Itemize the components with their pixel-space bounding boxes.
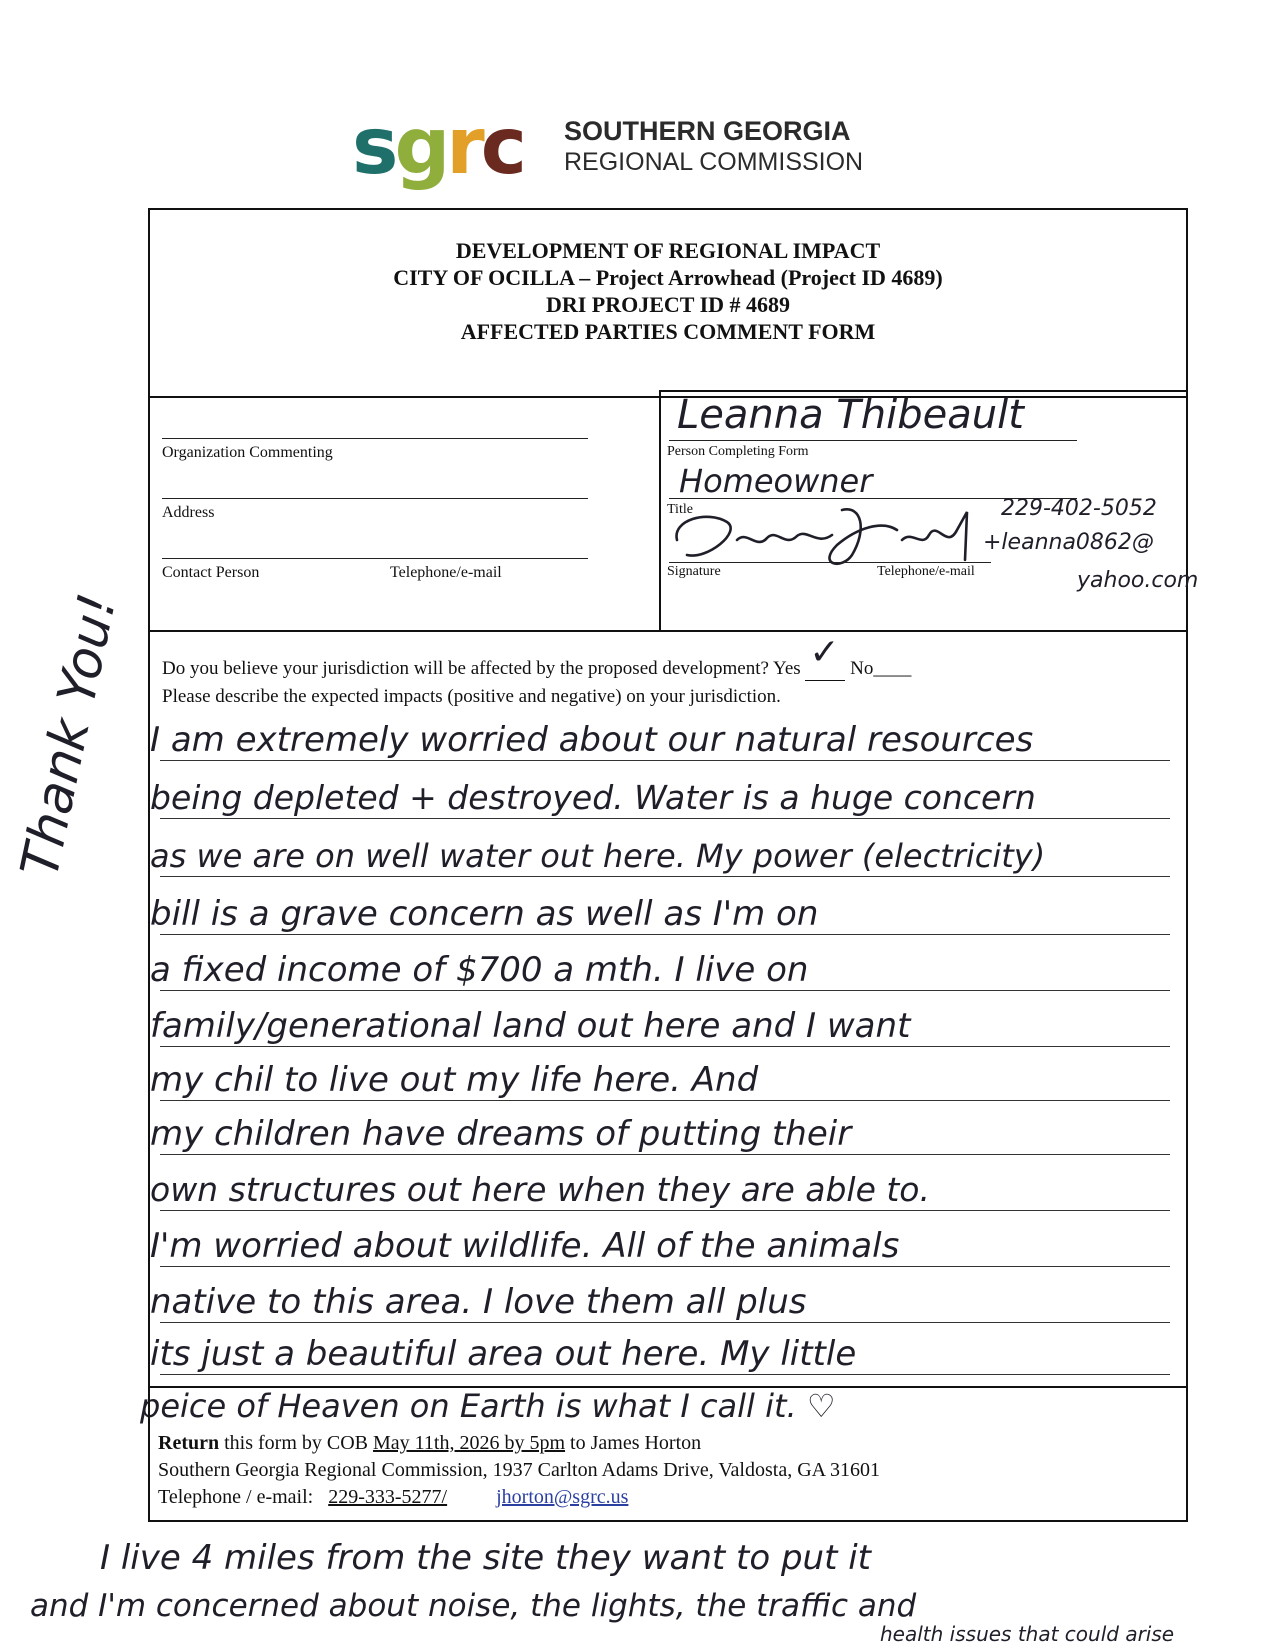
organization-fields <box>148 396 661 632</box>
comment-line-6: family/generational land out here and I want <box>150 1006 911 1046</box>
logo-letter-c: c <box>480 102 523 192</box>
email-handwritten-line1: +leanna0862@ <box>983 530 1154 555</box>
impacts-prompt: Please describe the expected impacts (positive and negative) on your jurisdiction. <box>162 686 781 707</box>
contact-field-line[interactable] <box>162 558 588 559</box>
comment-line-13: peice of Heaven on Earth is what I call it. ♡ <box>140 1387 836 1425</box>
header-line4: AFFECTED PARTIES COMMENT FORM <box>460 319 876 344</box>
ruled-line <box>160 1322 1170 1323</box>
signature-label: Signature <box>667 564 721 579</box>
logo-letter-s: s <box>352 102 395 192</box>
address-field-line[interactable] <box>162 498 588 499</box>
organization-field-line[interactable] <box>162 438 588 439</box>
footer-note-line3: health issues that could arise <box>880 1622 1175 1646</box>
ruled-line <box>160 1046 1170 1047</box>
side-note-thank-you: Thank You! <box>10 588 129 883</box>
email-handwritten-line2: yahoo.com <box>1077 568 1199 593</box>
return-address: Southern Georgia Regional Commission, 1937 Carlton Adams Drive, Valdosta, GA 31601 <box>158 1459 880 1481</box>
comment-line-10: I'm worried about wildlife. All of the animals <box>150 1226 900 1266</box>
jurisdiction-question-text: Do you believe your jurisdiction will be affected by the proposed development? Yes <box>162 658 801 679</box>
yes-checkbox[interactable] <box>805 632 845 681</box>
logo-letter-g: g <box>394 102 447 192</box>
return-deadline: May 11th, 2026 by 5pm <box>373 1432 566 1454</box>
comment-line-3: as we are on well water out here. My power (electricity) <box>150 837 1046 875</box>
address-label: Address <box>162 504 215 521</box>
return-line1-mid: this form by COB <box>219 1432 374 1454</box>
person-name-handwritten: Leanna Thibeault <box>677 392 1024 438</box>
comment-line-9: own structures out here when they are able to. <box>150 1170 930 1209</box>
person-fields <box>659 390 1199 632</box>
ruled-line <box>160 760 1170 761</box>
no-option[interactable]: No____ <box>850 658 912 679</box>
signature-field-line[interactable] <box>669 562 991 563</box>
ruled-line <box>160 818 1170 819</box>
ruled-line <box>160 934 1170 935</box>
return-line1-end: to James Horton <box>565 1432 702 1454</box>
form-header <box>148 208 1188 398</box>
return-line1 <box>158 1432 701 1455</box>
footer-note-line1: I live 4 miles from the site they want to put it <box>100 1538 872 1578</box>
sgrc-logo-mark <box>352 102 523 192</box>
return-contact <box>158 1486 628 1509</box>
person-field-line[interactable] <box>669 440 1077 441</box>
ruled-line <box>160 1154 1170 1155</box>
return-phone: 229-333-5277/ <box>328 1486 448 1508</box>
left-telephone-label: Telephone/e-mail <box>390 564 502 581</box>
comment-line-11: native to this area. I love them all plus <box>150 1282 807 1322</box>
phone-handwritten: 229-402-5052 <box>1001 496 1157 521</box>
comment-line-1: I am extremely worried about our natural resources <box>150 720 1034 760</box>
contact-person-label: Contact Person <box>162 564 260 581</box>
ruled-line <box>160 876 1170 877</box>
logo-org-line1: SOUTHERN GEORGIA <box>564 116 851 146</box>
logo-letter-r: r <box>446 102 481 192</box>
header-line1: DEVELOPMENT OF REGIONAL IMPACT <box>455 238 881 263</box>
ruled-line <box>160 990 1170 991</box>
header-line2: CITY OF OCILLA – Project Arrowhead (Project ID 4689) <box>393 265 943 290</box>
title-handwritten: Homeowner <box>679 462 873 500</box>
comment-line-2: being depleted + destroyed. Water is a huge concern <box>150 778 1036 817</box>
title-label: Title <box>667 502 693 517</box>
right-telephone-label: Telephone/e-mail <box>877 564 975 579</box>
footer-note-line2: and I'm concerned about noise, the lights, the traffic and <box>30 1588 917 1624</box>
sgrc-logo <box>352 102 872 200</box>
jurisdiction-question <box>162 632 912 681</box>
comment-line-7: my chil to live out my life here. And <box>150 1060 759 1100</box>
comment-line-12: its just a beautiful area out here. My little <box>150 1334 857 1374</box>
comment-line-5: a fixed income of $700 a mth. I live on <box>150 950 809 990</box>
ruled-line <box>160 1210 1170 1211</box>
header-line3: DRI PROJECT ID # 4689 <box>545 292 791 317</box>
yes-check-mark: ✓ <box>809 632 840 673</box>
organization-label: Organization Commenting <box>162 444 333 461</box>
comment-line-4: bill is a grave concern as well as I'm on <box>150 894 819 934</box>
logo-org-line2: REGIONAL COMMISSION <box>564 148 864 176</box>
ruled-line <box>160 1266 1170 1267</box>
person-label: Person Completing Form <box>667 444 809 459</box>
return-word: Return <box>158 1432 220 1454</box>
return-tel-label: Telephone / e-mail: <box>158 1486 314 1508</box>
ruled-line <box>160 1100 1170 1101</box>
ruled-line <box>160 1374 1170 1375</box>
return-email-link[interactable]: jhorton@sgrc.us <box>496 1486 629 1508</box>
comment-line-8: my children have dreams of putting their <box>150 1114 852 1154</box>
